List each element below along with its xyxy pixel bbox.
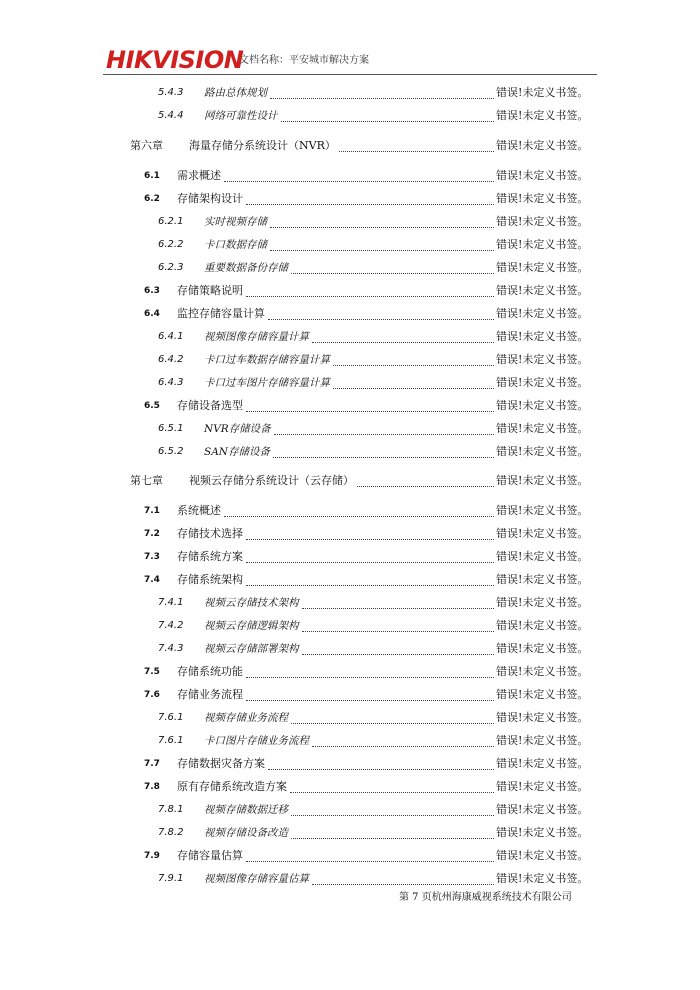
toc-entry[interactable]: [0, 420, 700, 438]
toc-entry[interactable]: [0, 594, 700, 612]
toc-entry-number: 6.2.1: [158, 216, 184, 227]
toc-entry-title: 路由总体规划: [204, 87, 267, 99]
toc-entry[interactable]: [0, 548, 700, 566]
toc-entry[interactable]: [0, 732, 700, 750]
toc-entry-page: 错误!未定义书签。: [496, 780, 589, 793]
toc-entry-title: 视频图像存储容量估算: [204, 873, 309, 885]
toc-dot-leader: [246, 282, 494, 297]
toc-entry-page: 错误!未定义书签。: [496, 527, 589, 540]
toc-entry-title: 系统概述: [177, 504, 221, 517]
toc-dot-leader: [357, 472, 494, 487]
toc-entry[interactable]: [0, 107, 700, 125]
toc-entry-page: 错误!未定义书签。: [496, 139, 589, 152]
toc-dot-leader: [268, 305, 494, 320]
toc-dot-leader: [246, 663, 494, 678]
toc-entry-title: 存储系统架构: [177, 573, 243, 586]
toc-entry-page: 错误!未定义书签。: [496, 734, 589, 747]
toc-entry-title: SAN存储设备: [204, 446, 270, 458]
toc-dot-leader: [302, 640, 494, 655]
toc-entry-number: 6.2: [144, 194, 160, 204]
toc-entry[interactable]: [0, 709, 700, 727]
toc-dot-leader: [270, 236, 494, 251]
toc-entry-page: 错误!未定义书签。: [496, 192, 589, 205]
toc-entry-title: 存储系统方案: [177, 550, 243, 563]
toc-entry[interactable]: [0, 640, 700, 658]
toc-dot-leader: [270, 84, 494, 99]
toc-entry-number: 7.6.1: [158, 712, 184, 723]
toc-entry-number: 7.7: [144, 759, 160, 769]
toc-dot-leader: [291, 709, 494, 724]
toc-entry-title: 存储系统功能: [177, 665, 243, 678]
toc-entry-title: 海量存储分系统设计（NVR）: [189, 139, 336, 152]
toc-entry-title: 卡口过车数据存储容量计算: [204, 354, 330, 366]
toc-entry-title: 视频图像存储容量计算: [204, 331, 309, 343]
toc-entry[interactable]: [0, 443, 700, 461]
toc-dot-leader: [333, 374, 494, 389]
toc-entry-page: 错误!未定义书签。: [496, 445, 589, 458]
toc-entry-number: 7.8.1: [158, 804, 184, 815]
toc-entry[interactable]: [0, 374, 700, 392]
toc-dot-leader: [246, 571, 494, 586]
toc-entry-title: 需求概述: [177, 169, 221, 182]
toc-entry-number: 7.4.1: [158, 597, 184, 608]
toc-dot-leader: [312, 328, 494, 343]
toc-dot-leader: [224, 502, 494, 517]
toc-entry-title: 存储架构设计: [177, 192, 243, 205]
toc-dot-leader: [302, 594, 494, 609]
toc-dot-leader: [268, 755, 494, 770]
toc-entry[interactable]: [0, 351, 700, 369]
toc-dot-leader: [339, 137, 494, 152]
toc-entry-page: 错误!未定义书签。: [496, 353, 589, 366]
toc-dot-leader: [246, 397, 494, 412]
toc-entry[interactable]: [0, 190, 700, 208]
toc-entry[interactable]: [0, 686, 700, 704]
toc-entry-title: 网络可靠性设计: [204, 110, 278, 122]
toc-entry[interactable]: [0, 870, 700, 888]
toc-entry-number: 5.4.4: [158, 110, 184, 121]
toc-entry-title: 存储设备选型: [177, 399, 243, 412]
toc-entry-title: 卡口图片存储业务流程: [204, 735, 309, 747]
toc-entry-number: 7.5: [144, 667, 160, 677]
toc-dot-leader: [270, 213, 494, 228]
toc-entry-title: 视频存储数据迁移: [204, 804, 288, 816]
toc-entry-page: 错误!未定义书签。: [496, 238, 589, 251]
toc-entry-number: 7.3: [144, 552, 160, 562]
toc-entry-page: 错误!未定义书签。: [496, 573, 589, 586]
toc-entry-title: 原有存储系统改造方案: [177, 780, 287, 793]
toc-entry-page: 错误!未定义书签。: [496, 399, 589, 412]
toc-entry-number: 7.4.2: [158, 620, 184, 631]
page-footer: 第 7 页杭州海康威视系统技术有限公司: [399, 892, 572, 903]
toc-entry-number: 7.6.1: [158, 735, 184, 746]
toc-dot-leader: [291, 801, 494, 816]
toc-entry-number: 7.6: [144, 690, 160, 700]
toc-entry-number: 6.4.3: [158, 377, 184, 388]
toc-entry-number: 5.4.3: [158, 87, 184, 98]
toc-entry-number: 6.2.2: [158, 239, 184, 250]
toc-entry-title: 卡口数据存储: [204, 239, 267, 251]
toc-entry-title: 重要数据备份存储: [204, 262, 288, 274]
toc-dot-leader: [274, 420, 494, 435]
toc-entry-page: 错误!未定义书签。: [496, 261, 589, 274]
toc-dot-leader: [273, 443, 494, 458]
logo-text-red: HIK: [106, 46, 153, 74]
toc-entry-page: 错误!未定义书签。: [496, 86, 589, 99]
toc-entry-page: 错误!未定义书签。: [496, 757, 589, 770]
toc-dot-leader: [246, 686, 494, 701]
toc-entry-page: 错误!未定义书签。: [496, 376, 589, 389]
toc-entry-title: NVR存储设备: [204, 423, 271, 435]
toc-entry-title: 存储业务流程: [177, 688, 243, 701]
toc-entry-title: 存储技术选择: [177, 527, 243, 540]
toc-entry-title: 视频存储业务流程: [204, 712, 288, 724]
toc-entry-number: 7.9: [144, 851, 160, 861]
toc-entry-number: 6.5.2: [158, 446, 184, 457]
toc-entry[interactable]: [0, 282, 700, 300]
document-title: 文档名称：平安城市解决方案: [239, 55, 369, 66]
toc-entry-page: 错误!未定义书签。: [496, 109, 589, 122]
toc-entry-number: 7.2: [144, 529, 160, 539]
toc-entry-number: 6.1: [144, 171, 160, 181]
toc-entry-page: 错误!未定义书签。: [496, 665, 589, 678]
toc-entry-number: 第六章: [130, 139, 163, 152]
toc-dot-leader: [224, 167, 494, 182]
toc-entry-title: 视频云存储部署架构: [204, 643, 299, 655]
toc-entry[interactable]: [0, 472, 700, 490]
toc-entry-number: 第七章: [130, 474, 163, 487]
toc-entry[interactable]: [0, 397, 700, 415]
toc-entry[interactable]: [0, 328, 700, 346]
toc-entry-number: 6.4.1: [158, 331, 184, 342]
toc-entry-title: 视频云存储逻辑架构: [204, 620, 299, 632]
toc-dot-leader: [246, 525, 494, 540]
toc-entry-number: 6.5.1: [158, 423, 184, 434]
toc-entry-page: 错误!未定义书签。: [496, 596, 589, 609]
toc-entry-page: 错误!未定义书签。: [496, 711, 589, 724]
toc-entry-title: 实时视频存储: [204, 216, 267, 228]
toc-entry[interactable]: [0, 571, 700, 589]
toc-entry-title: 卡口过车图片存储容量计算: [204, 377, 330, 389]
toc-entry-page: 错误!未定义书签。: [496, 849, 589, 862]
toc-entry-page: 错误!未定义书签。: [496, 872, 589, 885]
toc-entry[interactable]: [0, 305, 700, 323]
toc-dot-leader: [312, 870, 494, 885]
toc-entry-number: 7.8.2: [158, 827, 184, 838]
toc-entry-page: 错误!未定义书签。: [496, 284, 589, 297]
toc-entry-title: 视频云存储技术架构: [204, 597, 299, 609]
toc-entry[interactable]: [0, 663, 700, 681]
toc-entry-title: 存储容量估算: [177, 849, 243, 862]
toc-entry[interactable]: [0, 847, 700, 865]
header-divider: [103, 74, 597, 75]
toc-entry-page: 错误!未定义书签。: [496, 826, 589, 839]
toc-entry-page: 错误!未定义书签。: [496, 215, 589, 228]
toc-entry[interactable]: [0, 525, 700, 543]
toc-entry[interactable]: [0, 236, 700, 254]
toc-entry-number: 7.8: [144, 782, 160, 792]
toc-dot-leader: [302, 617, 494, 632]
toc-entry[interactable]: [0, 778, 700, 796]
toc-entry[interactable]: [0, 84, 700, 102]
toc-dot-leader: [333, 351, 494, 366]
toc-entry-number: 7.4: [144, 575, 160, 585]
toc-entry-number: 6.4: [144, 309, 160, 319]
toc-entry-page: 错误!未定义书签。: [496, 330, 589, 343]
toc-entry-title: 视频云存储分系统设计（云存储）: [189, 474, 354, 487]
toc-entry[interactable]: [0, 502, 700, 520]
toc-entry-title: 存储策略说明: [177, 284, 243, 297]
toc-dot-leader: [246, 847, 494, 862]
toc-dot-leader: [290, 778, 494, 793]
toc-entry-page: 错误!未定义书签。: [496, 688, 589, 701]
toc-entry-page: 错误!未定义书签。: [496, 169, 589, 182]
toc-entry-page: 错误!未定义书签。: [496, 474, 589, 487]
toc-entry-title: 视频存储设备改造: [204, 827, 288, 839]
hikvision-logo: [106, 46, 243, 74]
toc-entry-title: 存储数据灾备方案: [177, 757, 265, 770]
toc-entry-page: 错误!未定义书签。: [496, 550, 589, 563]
toc-entry[interactable]: [0, 137, 700, 155]
toc-entry-number: 6.3: [144, 286, 160, 296]
toc-entry[interactable]: [0, 824, 700, 842]
toc-entry-number: 6.5: [144, 401, 160, 411]
toc-entry-number: 7.9.1: [158, 873, 184, 884]
toc-dot-leader: [291, 824, 494, 839]
toc-dot-leader: [312, 732, 494, 747]
toc-entry-page: 错误!未定义书签。: [496, 307, 589, 320]
toc-dot-leader: [246, 548, 494, 563]
toc-entry-title: 监控存储容量计算: [177, 307, 265, 320]
toc-entry-page: 错误!未定义书签。: [496, 642, 589, 655]
toc-dot-leader: [246, 190, 494, 205]
toc-entry-page: 错误!未定义书签。: [496, 504, 589, 517]
toc-entry-number: 7.1: [144, 506, 160, 516]
toc-dot-leader: [281, 107, 494, 122]
toc-entry[interactable]: [0, 617, 700, 635]
toc-entry-page: 错误!未定义书签。: [496, 803, 589, 816]
page-header: [103, 44, 597, 76]
toc-entry[interactable]: [0, 167, 700, 185]
toc-entry[interactable]: [0, 801, 700, 819]
toc-entry-page: 错误!未定义书签。: [496, 422, 589, 435]
toc-entry[interactable]: [0, 755, 700, 773]
toc-entry[interactable]: [0, 259, 700, 277]
toc-entry-page: 错误!未定义书签。: [496, 619, 589, 632]
toc-entry-number: 6.4.2: [158, 354, 184, 365]
toc-entry[interactable]: [0, 213, 700, 231]
toc-dot-leader: [291, 259, 494, 274]
toc-entry-number: 6.2.3: [158, 262, 184, 273]
logo-text-red-2: VISION: [152, 46, 244, 74]
toc-entry-number: 7.4.3: [158, 643, 184, 654]
